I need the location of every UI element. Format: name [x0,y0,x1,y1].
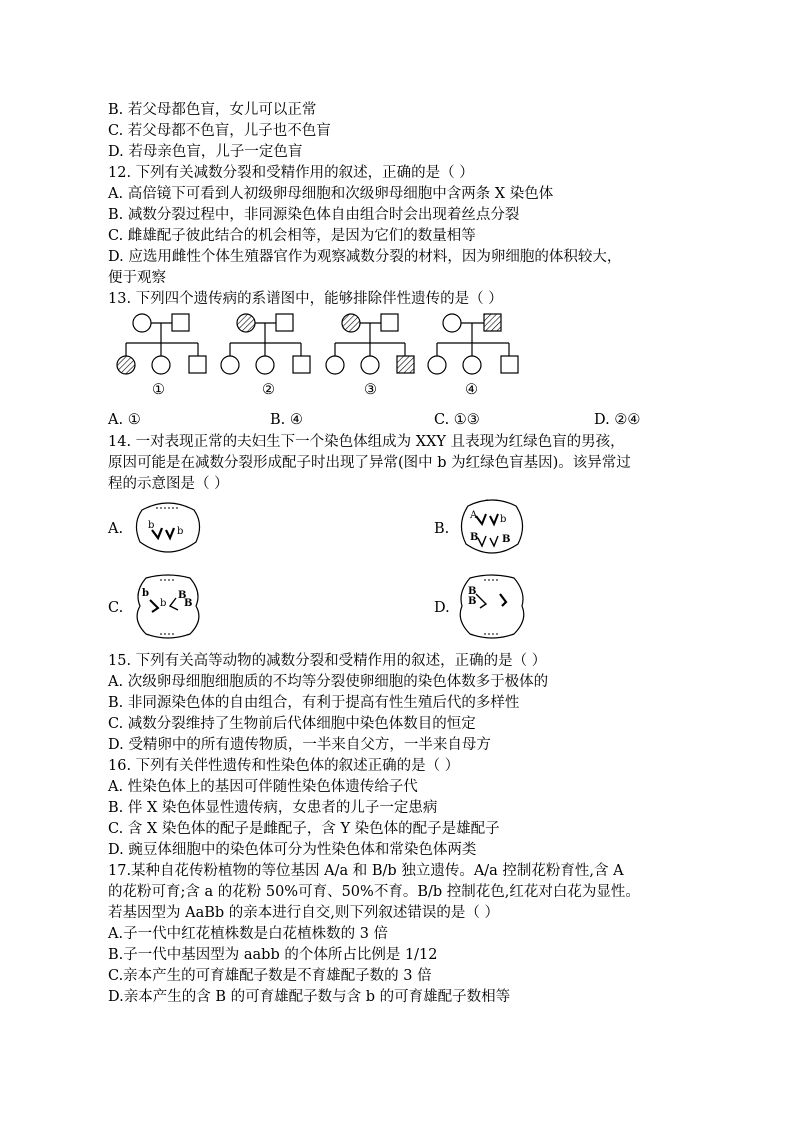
svg-text:B: B [470,532,479,543]
svg-text:b: b [148,520,155,531]
q16-option-c: C. 含 X 染色体的配子是雌配子，含 Y 染色体的配子是雄配子 [108,821,500,837]
q12-option-b: B. 减数分裂过程中，非同源染色体自由组合时会出现着丝点分裂 [108,207,520,223]
pedigree-1 [117,314,206,374]
q14-label-b: B. [434,521,450,537]
svg-text:b: b [177,526,184,537]
svg-text:B: B [502,534,511,545]
svg-text:B: B [178,590,187,601]
pedigree-4 [428,314,518,374]
pedigree-3 [326,314,414,374]
q16-option-a: A. 性染色体上的基因可伴随性染色体遗传给子代 [108,779,418,795]
q13-option-b: B. ④ [270,412,303,428]
cell-figure-c [132,572,204,642]
q17-option-d: D.亲本产生的含 B 的可育雄配子数与含 b 的可育雄配子数相等 [108,989,511,1005]
cell-figure-a [132,496,204,566]
q17-stem-3: 若基因型为 AaBb 的亲本进行自交,则下列叙述错误的是（ ） [108,905,499,921]
svg-text:b: b [142,588,149,599]
q12-option-c: C. 雌雄配子彼此结合的机会相等，是因为它们的数量相等 [108,228,476,244]
q15-option-b: B. 非同源染色体的自由组合，有利于提高有性生殖后代的多样性 [108,695,520,711]
q15-option-d: D. 受精卵中的所有遗传物质，一半来自父方，一半来自母方 [108,737,491,753]
q11-option-d: D. 若母亲色盲，儿子一定色盲 [108,144,303,160]
q14-label-d: D. [434,600,450,616]
q16-option-b: B. 伴 X 染色体显性遗传病，女患者的儿子一定患病 [108,800,438,816]
q14-stem-2: 原因可能是在减数分裂形成配子时出现了异常(图中 b 为红绿色盲基因)。该异常过 [108,455,631,471]
q14-stem-3: 程的示意图是（ ） [108,476,229,492]
q11-option-b: B. 若父母都色盲，女儿可以正常 [108,102,317,118]
svg-text:b: b [160,598,167,609]
q12-stem: 12. 下列有关减数分裂和受精作用的叙述，正确的是（ ） [108,165,474,181]
q12-option-d: D. 应选用雌性个体生殖器官作为观察减数分裂的材料，因为卵细胞的体积较大， [108,249,622,265]
svg-text:A: A [470,510,478,521]
q14-label-c: C. [108,600,124,616]
cell-figure-d [456,572,528,642]
q11-option-c: C. 若父母都不色盲，儿子也不色盲 [108,123,331,139]
pedigree-2 [221,314,310,374]
pedigree-label-4: ④ [465,382,478,398]
pedigree-label-1: ① [152,382,165,398]
q16-stem: 16. 下列有关伴性遗传和性染色体的叙述正确的是（ ） [108,758,460,774]
svg-text:b: b [500,514,507,525]
cell-figure-b [456,494,528,564]
q17-option-a: A.子一代中红花植株数是白花植株数的 3 倍 [108,926,389,942]
q17-stem-2: 的花粉可育;含 a 的花粉 50%可育、50%不育。B/b 控制花色,红花对白花为显性。 [108,884,640,900]
q15-option-c: C. 减数分裂维持了生物前后代体细胞中染色体数目的恒定 [108,716,476,732]
svg-text:B: B [468,586,477,597]
q15-stem: 15. 下列有关高等动物的减数分裂和受精作用的叙述，正确的是（ ） [108,653,547,669]
q12-option-d-cont: 便于观察 [108,270,166,286]
svg-text:B: B [184,598,193,609]
q13-option-c: C. ①③ [434,412,480,428]
q17-stem-1: 17.某种自花传粉植物的等位基因 A/a 和 B/b 独立遗传。A/a 控制花粉育性,含 A [108,863,624,879]
svg-text:B: B [468,596,477,607]
q13-stem: 13. 下列四个遗传病的系谱图中，能够排除伴性遗传的是（ ） [108,291,503,307]
pedigree-label-3: ③ [364,382,377,398]
q16-option-d: D. 豌豆体细胞中的染色体可分为性染色体和常染色体两类 [108,842,477,858]
q14-label-a: A. [108,521,124,537]
q17-option-b: B.子一代中基因型为 aabb 的个体所占比例是 1/12 [108,947,438,963]
q17-option-c: C.亲本产生的可育雄配子数是不育雄配子数的 3 倍 [108,968,432,984]
q12-option-a: A. 高倍镜下可看到人初级卵母细胞和次级卵母细胞中含两条 X 染色体 [108,186,554,202]
q15-option-a: A. 次级卵母细胞细胞质的不均等分裂使卵细胞的染色体数多于极体的 [108,674,549,690]
q13-option-d: D. ②④ [594,412,641,428]
q13-option-a: A. ① [108,412,141,428]
q14-stem-1: 14. 一对表现正常的夫妇生下一个染色体组成为 XXY 且表现为红绿色盲的男孩， [108,434,625,450]
pedigree-label-2: ② [262,382,275,398]
